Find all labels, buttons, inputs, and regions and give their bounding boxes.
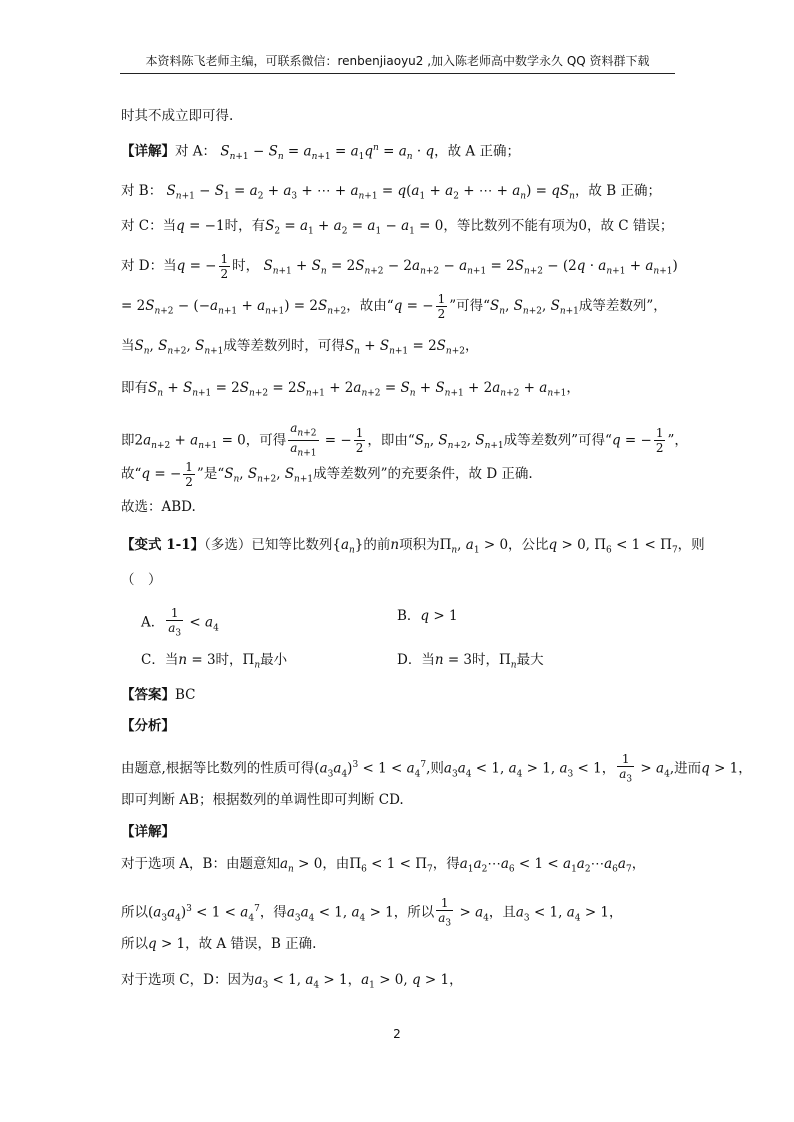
line-d-6: 故“q = − $\frac{1}{2}$ ”是“$S_n$, $S_{n+2}$, $S_{n+1}$成等差数列”的充要条件，故 D 正确.	[121, 460, 533, 489]
line-detail-a: 【详解】对 A： $S_{n+1} - S_n = a_{n+1} = a_1q^n = a_n \cdot q$，故 A 正确；	[121, 143, 520, 163]
detail-line-3: 所以q > 1，故 A 错误，B 正确.	[121, 936, 317, 952]
answer-paren: （ ）	[121, 572, 162, 588]
line-d-2: = $2S_{n+2} - (-a_{n+1} + a_{n+1}) = 2S_{n+2}$，故由“q = − $\frac{1}{2}$ ”可得“$S_n$, $S_{n+2}$, $S_{n+1}$成等差数列”，	[121, 292, 667, 321]
detail-tag: 【详解】	[121, 143, 175, 160]
detail-tag-2: 【详解】	[121, 824, 175, 840]
line-choice: 故选：ABD.	[121, 499, 196, 515]
line-d: 对 D：当q = − $\frac{1}{2}$ 时， $S_{n+1} + S_n = 2S_{n+2} - 2a_{n+2} - a_{n+1} = 2S_{n+2} - (2q \cdot a_{n+1} + a_{n+1})$	[121, 252, 678, 281]
detail-line-4: 对于选项 C，D：因为$a_3 < 1$, $a_4 > 1$，$a_1 > 0$, q > 1，	[121, 972, 463, 991]
answer-tag: 【答案】	[121, 687, 175, 703]
answer-line	[121, 685, 196, 705]
answer-value: BC	[175, 687, 196, 703]
detail-line-2: 所以$(a_3a_4)^3 < 1 < a_4^7$，得$a_3a_4 < 1$, $a_4 > 1$，所以 $\frac{1}{a_3}$ > $a_4$，且$a_3 < 1$, $a_4 > 1$，	[121, 896, 623, 929]
line-d-5: 即$2a_{n+2} + a_{n+1} = 0$，可得 $\frac{a_{n+2}}{a_{n+1}}$ = − $\frac{1}{2}$ ，即由“$S_n$, $S_{n+2}$, $S_{n+1}$成等差数列”可得“q = − $\frac{1}{2}$ ”，	[121, 421, 688, 459]
option-b: B．q > 1	[397, 608, 458, 624]
line-d-4: 即有$S_n + S_{n+1} = 2S_{n+2} = 2S_{n+1} + 2a_{n+2} = S_n + S_{n+1} + 2a_{n+2} + a_{n+1}$，	[121, 380, 580, 399]
line-d-3: 当$S_n$, $S_{n+2}$, $S_{n+1}$成等差数列时，可得$S_n + S_{n+1} = 2S_{n+2}$，	[121, 338, 479, 357]
analysis-tag: 【分析】	[121, 718, 175, 734]
line-1: 时其不成立即可得.	[121, 108, 234, 124]
line-c: 对 C：当q = −1时，有$S_2 = a_1 + a_2 = a_1 - a_1 = 0$，等比数列不能有项为0，故 C 错误；	[121, 218, 674, 237]
option-c: C．当n = 3时，$\Pi_n$最小	[141, 652, 288, 671]
variant-question: 【变式 1-1】（多选）已知等比数列$\{a_n\}$的前n项积为$\Pi_n$, $a_1 > 0$，公比q > 0, $\Pi_6 < 1 < \Pi_7$，则	[121, 537, 705, 556]
page-number: 2	[393, 1027, 401, 1041]
option-d: D．当n = 3时，$\Pi_n$最大	[397, 652, 544, 671]
page-header: 本资料陈飞老师主编，可联系微信：renbenjiaoyu2 ,加入陈老师高中数学永久 QQ 资料群下载	[145, 54, 650, 68]
line-b: 对 B： $S_{n+1} - S_1 = a_2 + a_3$ + ⋯ + $a_{n+1} = q(a_1 + a_2$ + ⋯ + $a_n) = qS_n$，故 B 正确；	[121, 183, 661, 202]
analysis-line-2: 即可判断 AB；根据数列的单调性即可判断 CD.	[121, 792, 404, 808]
analysis-line-1: 由题意,根据等比数列的性质可得$(a_3a_4)^3 < 1 < a_4^7$,则$a_3a_4 < 1$, $a_4 > 1$, $a_3 < 1$， $\frac{1}{a_3}$ > $a_4$,进而q > 1，	[121, 752, 752, 785]
header-rule	[120, 73, 675, 74]
detail-line-1: 对于选项 A，B：由题意知$a_n > 0$，由$\Pi_6 < 1 < \Pi_7$，得$a_1a_2\cdots a_6 < 1$ < $a_1a_2\cdots a_6a_7$，	[121, 856, 646, 875]
variant-tag: 【变式 1-1】	[121, 537, 205, 553]
option-a: A． $\frac{1}{a_3}$ < $a_4$	[141, 606, 219, 639]
